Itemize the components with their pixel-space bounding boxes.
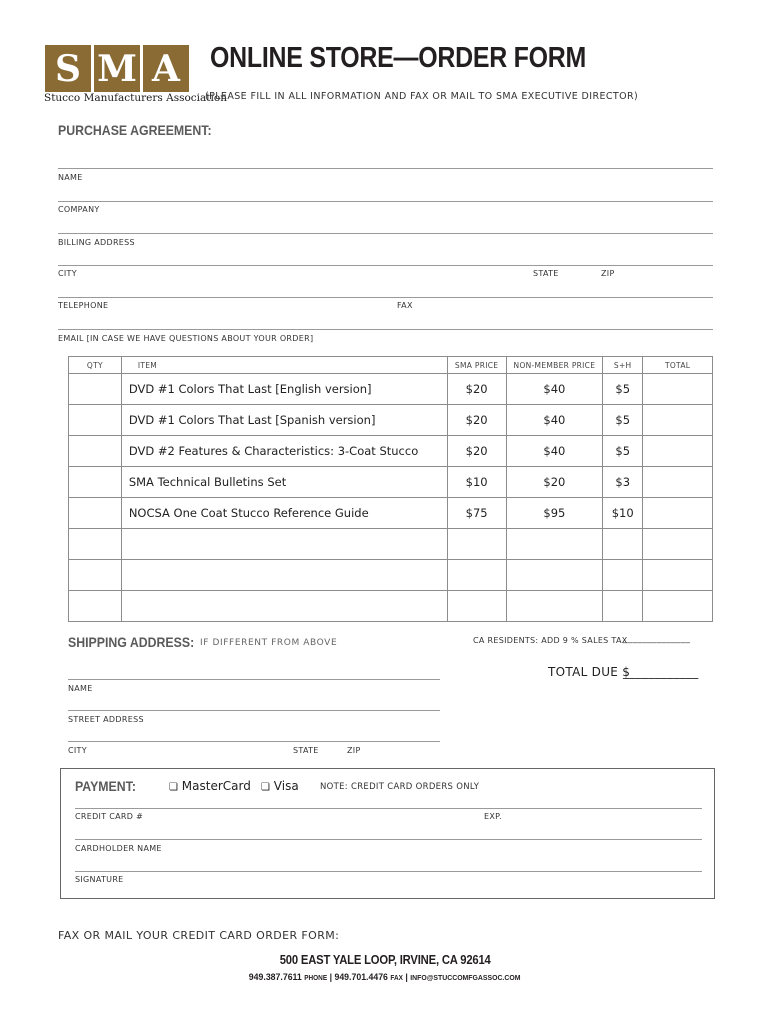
payment-heading: PAYMENT: — [75, 778, 136, 794]
sma-price-cell[interactable] — [447, 591, 506, 622]
sh-cell[interactable] — [603, 529, 643, 560]
non-member-price-cell: $95 — [506, 498, 603, 529]
header-non-member-price: NON-MEMBER PRICE — [506, 357, 603, 374]
table-row — [69, 498, 713, 529]
header-qty: QTY — [69, 357, 122, 374]
shipping-name-field[interactable] — [68, 679, 440, 680]
fax-label: FAX — [397, 301, 413, 310]
non-member-price-cell[interactable] — [506, 591, 603, 622]
credit-card-field[interactable] — [75, 808, 702, 809]
table-row — [69, 467, 713, 498]
shipping-state-label: STATE — [293, 746, 319, 755]
item-cell: NOCSA One Coat Stucco Reference Guide — [121, 498, 447, 529]
telephone-fax-field[interactable] — [58, 297, 713, 298]
sma-price-cell[interactable] — [447, 560, 506, 591]
item-cell: DVD #2 Features & Characteristics: 3-Coat Stucco — [121, 436, 447, 467]
sh-cell: $10 — [603, 498, 643, 529]
non-member-price-cell: $40 — [506, 405, 603, 436]
visa-label: Visa — [273, 779, 299, 793]
total-cell[interactable] — [643, 498, 713, 529]
signature-label: SIGNATURE — [75, 875, 124, 884]
shipping-name-label: NAME — [68, 684, 93, 693]
billing-address-label: BILLING ADDRESS — [58, 238, 135, 247]
shipping-heading-text: SHIPPING ADDRESS: — [68, 634, 195, 650]
billing-address-field[interactable] — [58, 233, 713, 234]
qty-cell[interactable] — [69, 436, 122, 467]
sma-price-cell: $10 — [447, 467, 506, 498]
table-row — [69, 529, 713, 560]
total-cell[interactable] — [643, 591, 713, 622]
email-field[interactable] — [58, 329, 713, 330]
sales-tax-field[interactable]: ______________ — [623, 634, 691, 644]
visa-option[interactable] — [261, 779, 299, 793]
header-sh: S+H — [603, 357, 643, 374]
item-cell[interactable] — [121, 529, 447, 560]
shipping-city-field[interactable] — [68, 741, 440, 742]
qty-cell[interactable] — [69, 374, 122, 405]
logo-letter-a: A — [143, 45, 189, 92]
footer-phone-label: PHONE — [304, 975, 328, 982]
total-cell[interactable] — [643, 374, 713, 405]
total-cell[interactable] — [643, 405, 713, 436]
sh-cell[interactable] — [603, 591, 643, 622]
order-table — [68, 356, 713, 622]
non-member-price-cell: $20 — [506, 467, 603, 498]
footer-instruction: FAX OR MAIL YOUR CREDIT CARD ORDER FORM: — [58, 929, 340, 942]
logo-letter-s: S — [45, 45, 91, 92]
sma-price-cell[interactable] — [447, 529, 506, 560]
payment-note: NOTE: CREDIT CARD ORDERS ONLY — [320, 782, 480, 792]
total-due-field[interactable]: ____________ — [623, 665, 699, 679]
header-sma-price: SMA PRICE — [447, 357, 506, 374]
shipping-zip-label: ZIP — [347, 746, 361, 755]
sh-cell: $5 — [603, 405, 643, 436]
item-cell: SMA Technical Bulletins Set — [121, 467, 447, 498]
exp-label: EXP. — [484, 812, 502, 821]
sh-cell: $3 — [603, 467, 643, 498]
table-row — [69, 560, 713, 591]
sma-price-cell: $75 — [447, 498, 506, 529]
shipping-address-heading — [68, 634, 194, 650]
sh-cell[interactable] — [603, 560, 643, 591]
city-state-zip-field[interactable] — [58, 265, 713, 266]
header-total: TOTAL — [643, 357, 713, 374]
item-cell[interactable] — [121, 560, 447, 591]
item-cell: DVD #1 Colors That Last [Spanish version] — [121, 405, 447, 436]
company-field[interactable] — [58, 201, 713, 202]
mastercard-option[interactable] — [169, 779, 251, 793]
non-member-price-cell: $40 — [506, 436, 603, 467]
company-label: COMPANY — [58, 205, 100, 214]
logo-subtitle: Stucco Manufacturers Association — [44, 92, 227, 104]
shipping-city-label: CITY — [68, 746, 87, 755]
name-field[interactable] — [58, 168, 713, 169]
purchase-agreement-heading: PURCHASE AGREEMENT: — [58, 122, 212, 138]
sma-price-cell: $20 — [447, 405, 506, 436]
table-row — [69, 436, 713, 467]
qty-cell[interactable] — [69, 467, 122, 498]
non-member-price-cell: $40 — [506, 374, 603, 405]
table-row — [69, 374, 713, 405]
shipping-street-label: STREET ADDRESS — [68, 715, 144, 724]
footer-fax-label: FAX — [390, 975, 404, 982]
total-cell[interactable] — [643, 529, 713, 560]
sh-cell: $5 — [603, 374, 643, 405]
sh-cell: $5 — [603, 436, 643, 467]
footer-fax: 949.701.4476 — [334, 972, 389, 983]
state-label: STATE — [533, 269, 559, 278]
zip-label: ZIP — [601, 269, 615, 278]
footer-email: INFO@STUCCOMFGASSOC.COM — [410, 973, 521, 982]
checkbox-icon: ❏ — [169, 782, 178, 793]
qty-cell[interactable] — [69, 591, 122, 622]
total-due-label: TOTAL DUE $ — [548, 665, 631, 679]
payment-section — [60, 768, 715, 899]
non-member-price-cell[interactable] — [506, 529, 603, 560]
table-row — [69, 405, 713, 436]
shipping-street-field[interactable] — [68, 710, 440, 711]
cardholder-name-field[interactable] — [75, 839, 702, 840]
qty-cell[interactable] — [69, 405, 122, 436]
total-cell[interactable] — [643, 467, 713, 498]
qty-cell[interactable] — [69, 498, 122, 529]
footer-phone: 949.387.7611 — [249, 972, 303, 983]
total-cell[interactable] — [643, 560, 713, 591]
sma-price-cell: $20 — [447, 436, 506, 467]
name-label: NAME — [58, 173, 83, 182]
item-cell[interactable] — [121, 591, 447, 622]
qty-cell[interactable] — [69, 560, 122, 591]
order-table-header — [69, 357, 713, 374]
footer-address: 500 EAST YALE LOOP, IRVINE, CA 92614 — [279, 953, 491, 967]
sales-tax-label: CA RESIDENTS: ADD 9 % SALES TAX — [473, 636, 628, 645]
checkbox-icon: ❏ — [261, 782, 270, 793]
email-label: EMAIL [IN CASE WE HAVE QUESTIONS ABOUT YOUR ORDER] — [58, 334, 314, 343]
page-subtitle: (PLEASE FILL IN ALL INFORMATION AND FAX OR MAIL TO SMA EXECUTIVE DIRECTOR) — [205, 91, 639, 102]
footer-contact: 949.387.7611 PHONE | 949.701.4476 FAX | INFO@STUCCOMFGASSOC.COM — [249, 972, 521, 983]
credit-card-label: CREDIT CARD # — [75, 812, 144, 821]
shipping-heading-note: IF DIFFERENT FROM ABOVE — [200, 638, 338, 648]
cardholder-name-label: CARDHOLDER NAME — [75, 844, 162, 853]
signature-field[interactable] — [75, 871, 702, 872]
telephone-label: TELEPHONE — [58, 301, 109, 310]
header-item: ITEM — [121, 357, 447, 374]
total-cell[interactable] — [643, 436, 713, 467]
logo-letter-m: M — [94, 45, 140, 92]
table-row — [69, 591, 713, 622]
non-member-price-cell[interactable] — [506, 560, 603, 591]
qty-cell[interactable] — [69, 529, 122, 560]
sma-price-cell: $20 — [447, 374, 506, 405]
city-label: CITY — [58, 269, 77, 278]
mastercard-label: MasterCard — [181, 779, 251, 793]
item-cell: DVD #1 Colors That Last [English version] — [121, 374, 447, 405]
page-title: ONLINE STORE—ORDER FORM — [210, 42, 587, 74]
